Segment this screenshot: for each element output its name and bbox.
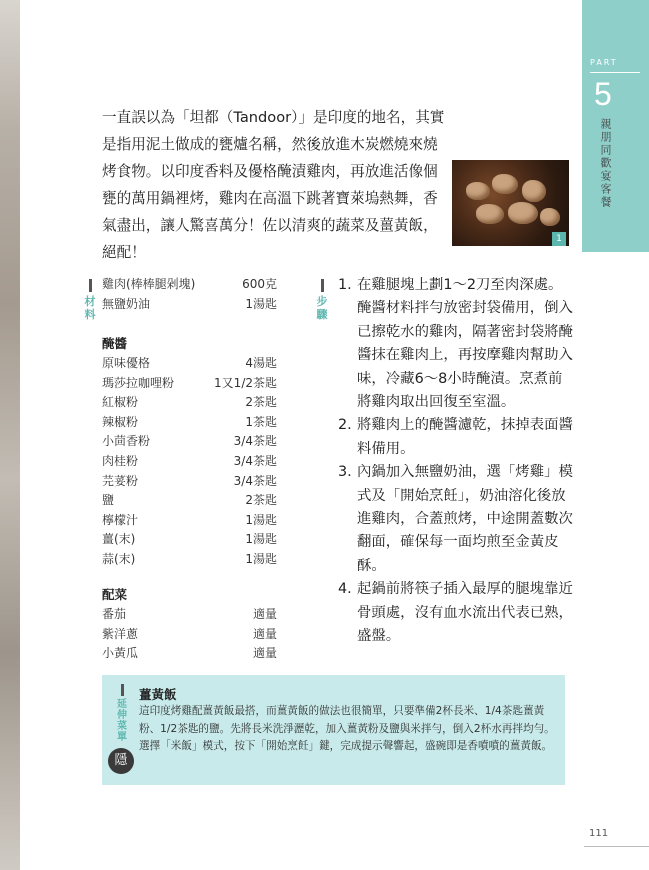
ingredients-tag-label: 材料 [84,295,96,321]
part-title: 親朋同歡宴客餐 [599,118,612,209]
ingredient-name: 芫荽粉 [102,473,139,488]
step-item [338,274,573,414]
ingredient-amount: 適量 [252,607,277,621]
ingredient-name: 紫洋蔥 [102,626,139,641]
tip-tag-label: 延伸菜單 [117,699,127,743]
step-text: 在雞腿塊上劃1～2刀至肉深處。醃醬材料拌勻放密封袋備用，倒入已擦乾水的雞肉，隔著密封袋將醃醬抹在雞肉上，再按摩雞肉幫助入味，冷藏6～8小時醃漬。烹煮前將雞肉取出回復至室溫。 [357,277,573,411]
step-number: 2. [338,417,352,434]
ingredient-name: 檸檬汁 [102,512,139,527]
tip-body: 這印度烤雞配薑黃飯最搭，而薑黃飯的做法也很簡單，只要準備2杯長米、1/4茶匙薑黃粉、1/2茶匙的鹽。先將長米洗淨瀝乾，加入薑黃粉及鹽與米拌勻，倒入2杯水再拌均勻。選擇「米飯」模式，按下「開始烹飪」鍵，完成提示聲響起，盛碗即是香噴噴的薑黃飯。 [139,705,555,753]
tip-title: 薑黃飯 [139,687,177,702]
ingredient-amount: 1湯匙 [245,551,277,566]
step-item [338,414,573,461]
ingredient-amount: 600克 [242,277,277,291]
ingredient-name: 蒜(末) [102,551,136,566]
step-item [338,461,573,578]
list-item [102,275,277,295]
ingredient-list [102,275,277,314]
sides-heading: 配菜 [102,587,128,602]
ingredient-name: 小茴香粉 [102,434,151,449]
list-item [102,354,277,374]
ingredient-amount: 2茶匙 [245,395,277,410]
ingredient-name: 辣椒粉 [102,414,139,429]
part-divider [590,72,640,73]
ingredient-name: 雞肉(棒棒腿剁塊) [102,277,196,291]
list-item [102,374,277,394]
step-number: 3. [338,464,352,481]
ingredients-tag [84,279,96,321]
tip-tag [116,684,128,743]
ingredient-name: 肉桂粉 [102,453,139,468]
list-item [102,432,277,452]
ingredient-name: 無鹽奶油 [102,296,151,311]
sides-list [102,585,277,664]
step-number: 1. [338,277,352,293]
ingredient-amount: 3/4茶匙 [233,453,277,468]
tip-badge: 隱 [108,748,134,774]
step-number: 4. [338,581,352,598]
ingredient-amount: 1又1/2茶匙 [214,375,277,390]
ingredient-amount: 3/4茶匙 [233,434,277,449]
list-item [102,605,277,625]
ingredient-name: 紅椒粉 [102,395,139,410]
list-item [102,491,277,511]
edge-photo [0,0,20,870]
photo-number-badge: 1 [552,232,566,246]
list-item [102,295,277,315]
steps-tag [316,279,328,321]
ingredient-amount: 適量 [252,646,277,661]
part-label: PART [590,58,618,67]
list-item [102,550,277,570]
ingredient-name: 原味優格 [102,356,151,370]
page-number-rule [584,846,649,847]
marinade-heading: 醃醬 [102,336,128,351]
steps-list [338,274,573,649]
ingredient-name: 鹽 [102,493,115,508]
ingredient-amount: 適量 [252,626,277,641]
ingredient-amount: 4湯匙 [245,356,277,370]
steps-tag-label: 步驟 [316,295,328,321]
list-item [102,511,277,531]
list-item [102,393,277,413]
list-item [102,413,277,433]
step-text: 起鍋前將筷子插入最厚的腿塊靠近骨頭處，沒有血水流出代表已熟，盛盤。 [357,581,573,645]
list-item [102,644,277,664]
ingredient-amount: 1湯匙 [245,532,277,547]
ingredient-amount: 1湯匙 [245,512,277,527]
list-item [102,452,277,472]
ingredient-name: 薑(末) [102,532,136,547]
step-text: 內鍋加入無鹽奶油，選「烤雞」模式及「開始烹飪」，奶油溶化後放進雞肉，合蓋煎烤，中途開蓋數次翻面，確保每一面均煎至金黃皮酥。 [357,464,573,574]
ingredient-name: 番茄 [102,607,127,621]
part-tab [582,0,649,252]
ingredient-amount: 3/4茶匙 [233,473,277,488]
marinade-list [102,334,277,570]
page-number: 111 [589,828,609,839]
step-item [338,578,573,648]
list-item [102,472,277,492]
ingredient-name: 小黃瓜 [102,646,139,661]
ingredient-amount: 1湯匙 [245,296,277,311]
part-number: 5 [594,76,612,112]
step-text: 將雞肉上的醃醬濾乾，抹掉表面醬料備用。 [357,417,573,457]
list-item [102,625,277,645]
ingredient-amount: 2茶匙 [245,493,277,508]
list-item [102,530,277,550]
intro-paragraph: 一直誤以為「坦都（Tandoor）」是印度的地名，其實是指用泥土做成的甕爐名稱，然後放進木炭燃燒來燒烤食物。以印度香料及優格醃漬雞肉，再放進活像個甕的萬用鍋裡烤，雞肉在高溫下跳著寶萊塢熱舞，香氣盡出，讓人驚喜萬分！佐以清爽的蔬菜及薑黃飯，絕配！ [102,109,445,261]
ingredient-amount: 1茶匙 [245,414,277,429]
ingredient-name: 瑪莎拉咖哩粉 [102,375,175,390]
